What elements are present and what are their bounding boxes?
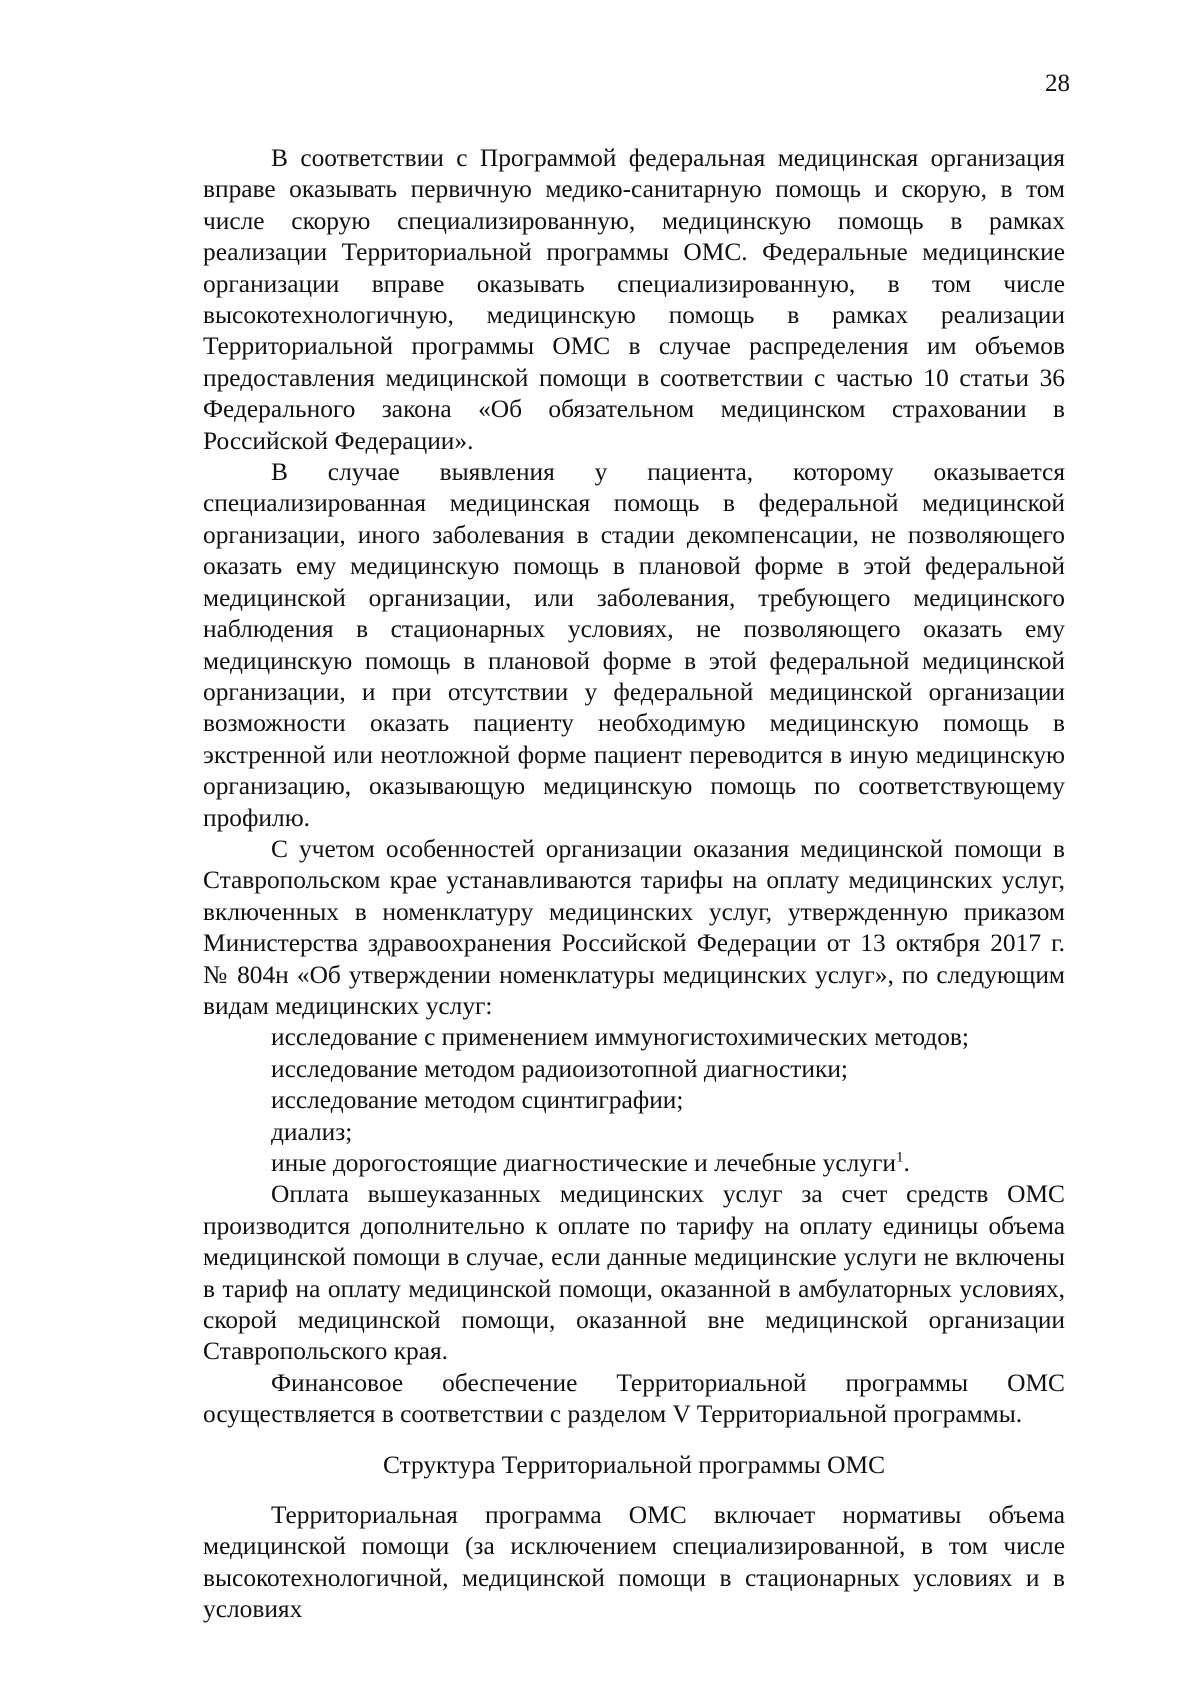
section-heading: Структура Территориальной программы ОМС	[382, 1450, 886, 1479]
page-number: 28	[1045, 70, 1070, 97]
footnote-marker[interactable]: 1	[895, 1149, 904, 1166]
paragraph-financing: Финансовое обеспечение Территориальной программы ОМС осуществляется в соответствии с разделом V Территориальной программы.	[203, 1368, 1065, 1429]
document-body	[203, 143, 1065, 1626]
paragraph-patient-transfer: В случае выявления у пациента, которому оказывается специализированная медицинская помощь в федеральной медицинской организации, иного заболевания в стадии декомпенсации, не позволяющего оказать ему медицинскую помощь в плановой форме в этой федеральной медицинской организации, или заболевания, требующего медицинского наблюдения в стационарных условиях, не позволяющего оказать ему медицинскую помощь в плановой форме в этой федеральной медицинской организации, и при отсутствии у федеральной медицинской организации возможности оказать пациенту необходимую медицинскую помощь в экстренной или неотложной форме пациент переводится в иную медицинскую организацию, оказывающую медицинскую помощь по соответствующему профилю.	[203, 458, 1065, 832]
paragraph-structure: Территориальная программа ОМС включает нормативы объема медицинской помощи (за исключением специализированной, в том числе высокотехнологичной, медицинской помощи в стационарных условиях и в условиях	[203, 1501, 1065, 1624]
list-item-text: иные дорогостоящие диагностические и лечебные услуги	[271, 1149, 896, 1177]
list-item-with-footnote	[203, 1148, 1065, 1179]
paragraph-payment: Оплата вышеуказанных медицинских услуг за счет средств ОМС производится дополнительно к оплате по тарифу на оплату единицы объема медицинской помощи в случае, если данные медицинские услуги не включены в тариф на оплату медицинской помощи, оказанной в амбулаторных условиях, скорой медицинской помощи, оказанной вне медицинской организации Ставропольского края.	[203, 1180, 1065, 1366]
list-item: диализ;	[271, 1117, 353, 1146]
paragraph-federal-organizations: В соответствии с Программой федеральная медицинская организация вправе оказывать первичную медико-санитарную помощь и скорую, в том числе скорую специализированную, медицинскую помощь в рамках реализации Территориальной программы ОМС. Федеральные медицинские организации вправе оказывать специализированную, в том числе высокотехнологичную, медицинскую помощь в рамках реализации Территориальной программы ОМС в случае распределения им объемов предоставления медицинской помощи в соответствии с частью 10 статьи 36 Федерального закона «Об обязательном медицинском страховании в Российской Федерации».	[203, 144, 1065, 455]
paragraph-tariffs: С учетом особенностей организации оказания медицинской помощи в Ставропольском крае устанавливаются тарифы на оплату медицинских услуг, включенных в номенклатуру медицинских услуг, утвержденную приказом Министерства здравоохранения Российской Федерации от 13 октября 2017 г. № 804н «Об утверждении номенклатуры медицинских услуг», по следующим видам медицинских услуг:	[203, 834, 1065, 1020]
list-item-end: .	[903, 1149, 910, 1177]
list-item: исследование методом сцинтиграфии;	[271, 1086, 684, 1115]
list-item: исследование с применением иммуногистохимических методов;	[271, 1023, 969, 1052]
list-item: исследование методом радиоизотопной диагностики;	[271, 1054, 848, 1083]
